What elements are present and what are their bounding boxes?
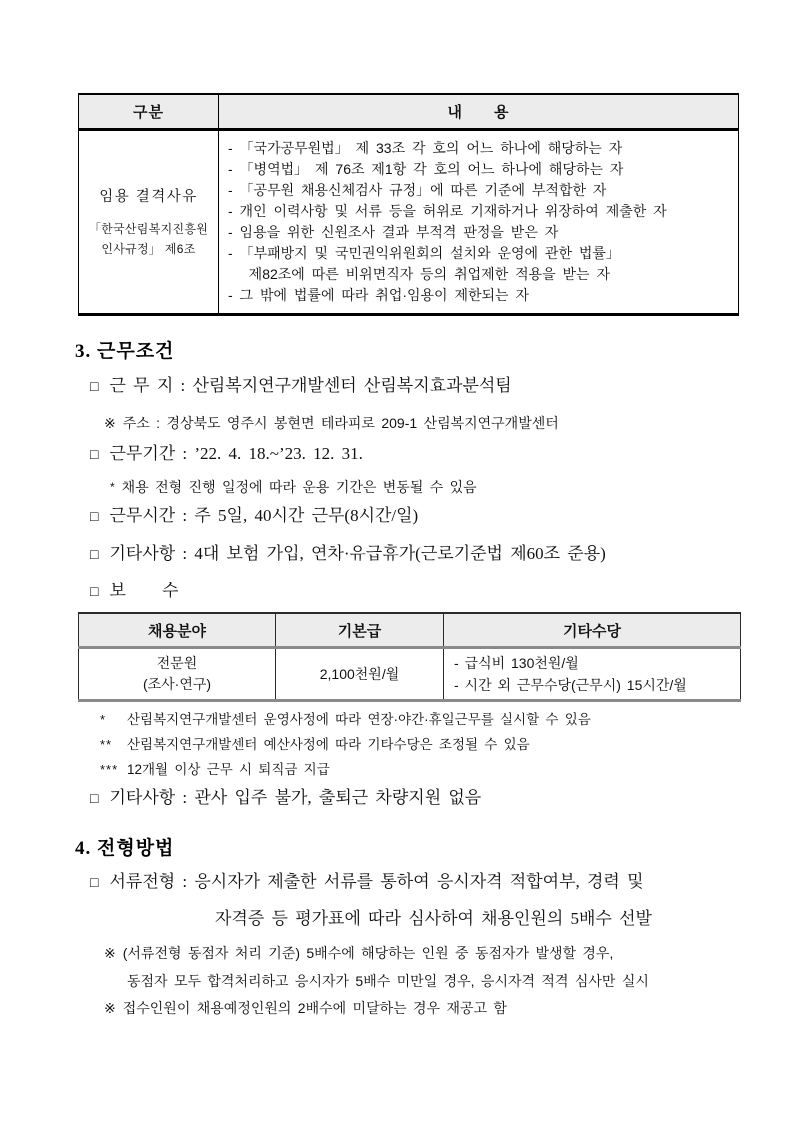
document-screening-text2: 자격증 등 평가표에 따라 심사하여 채용인원의 5배수 선발 xyxy=(215,909,652,928)
reference-mark-icon: ※ xyxy=(104,945,116,961)
checkbox-icon: □ xyxy=(90,446,99,462)
footnote xyxy=(100,760,591,785)
disqualification-item-continuation: 제82조에 따른 비위면직자 등의 취업제한 적용을 받는 자 xyxy=(228,266,610,282)
other-conditions-line xyxy=(90,787,481,809)
tiebreak-note-line1 xyxy=(104,943,613,963)
pay-text: 보 수 xyxy=(109,581,179,600)
other-conditions-text: 기타사항 : 관사 입주 불가, 출퇴근 차량지원 없음 xyxy=(109,788,482,807)
field-line1: 전문원 xyxy=(156,655,198,671)
t2-header-basepay: 기본급 xyxy=(276,613,444,648)
document-screening-line1 xyxy=(90,871,644,893)
workplace-text: 근 무 지 : 산림복지연구개발센터 산림복지효과분석팀 xyxy=(109,376,512,395)
period-note xyxy=(110,477,477,497)
asterisk-mark-icon: * xyxy=(100,712,107,727)
footnote-text: 산림복지연구개발센터 예산사정에 따라 기타수당은 조정될 수 있음 xyxy=(127,737,530,752)
asterisk-mark-icon: ** xyxy=(100,737,113,752)
disqualification-item: - 임용을 위한 신원조사 결과 부적격 판정을 받은 자 xyxy=(228,224,559,240)
address-note xyxy=(104,413,559,433)
t1-category-cell xyxy=(79,130,219,315)
footnote-text: 12개월 이상 근무 시 퇴직금 지급 xyxy=(127,762,330,777)
field-line2: (조사·연구) xyxy=(142,676,212,692)
disqualification-item: - 「병역법」 제 76조 제1항 각 호의 어느 하나에 해당하는 자 xyxy=(228,161,624,177)
table-header-row xyxy=(79,94,739,130)
t1-header-category: 구분 xyxy=(79,94,219,130)
checkbox-icon: □ xyxy=(90,508,99,524)
address-note-text: 주소 : 경상북도 영주시 봉현면 테라피로 209-1 산림복지연구개발센터 xyxy=(122,415,559,431)
checkbox-icon: □ xyxy=(90,546,99,562)
category-title: 임용 결격사유 xyxy=(99,188,198,205)
t1-content-cell xyxy=(219,130,739,315)
t2-header-allowance: 기타수당 xyxy=(444,613,741,648)
pay-line xyxy=(90,580,179,602)
asterisk-mark-icon: * xyxy=(110,480,115,494)
footnote xyxy=(100,710,591,735)
table-header-row xyxy=(79,613,741,648)
checkbox-icon: □ xyxy=(90,583,99,599)
period-note-text: 채용 전형 진행 일정에 따라 운용 기간은 변동될 수 있음 xyxy=(121,479,477,495)
tiebreak-note-text1: (서류전형 동점자 처리 기준) 5배수에 해당하는 인원 중 동점자가 발생할 경우, xyxy=(122,945,614,961)
work-period-text: 근무기간 : ’22. 4. 18.~’23. 12. 31. xyxy=(109,444,363,463)
workplace-line xyxy=(90,375,512,397)
section4-title: 4. 전형방법 xyxy=(75,838,175,859)
allowance-line1: - 급식비 130천원/월 xyxy=(454,655,579,671)
checkbox-icon: □ xyxy=(90,874,99,890)
disqualification-item: - 「국가공무원법」 제 33조 각 호의 어느 하나에 해당하는 자 xyxy=(228,140,623,156)
asterisk-mark-icon: *** xyxy=(100,762,119,777)
disqualification-item: - 「부패방지 및 국민권익위원회의 설치와 운영에 관한 법률」 xyxy=(228,245,620,261)
table-row xyxy=(79,648,741,701)
salary-table xyxy=(78,612,741,702)
reannouncement-note-text: 접수인원이 채용예정인원의 2배수에 미달하는 경우 재공고 함 xyxy=(122,1000,507,1016)
reannouncement-note xyxy=(104,998,507,1018)
document-screening-line2 xyxy=(215,908,652,930)
table-row xyxy=(79,130,739,315)
tiebreak-note-line2 xyxy=(127,971,649,991)
reference-mark-icon: ※ xyxy=(104,1000,116,1016)
t2-allowance-cell xyxy=(444,648,741,701)
footnote-text: 산림복지연구개발센터 운영사정에 따라 연장·야간·휴일근무를 실시할 수 있음 xyxy=(127,712,591,727)
tiebreak-note-text2: 동점자 모두 합격처리하고 응시자가 5배수 미만일 경우, 응시자격 적격 심사만 실시 xyxy=(127,973,649,989)
category-subtitle-line2: 인사규정」 제6조 xyxy=(101,242,196,256)
disqualification-item: - 「공무원 채용신체검사 규정」에 따른 기준에 부적합한 자 xyxy=(228,182,607,198)
t1-header-content: 내 용 xyxy=(219,94,739,130)
footnote xyxy=(100,735,591,760)
t2-field-cell xyxy=(79,648,276,701)
disqualification-table xyxy=(78,93,739,316)
category-subtitle-line1: 「한국산림복지진흥원 xyxy=(88,221,209,236)
work-hours-line xyxy=(90,505,418,527)
benefits-text: 기타사항 : 4대 보험 가입, 연차·유급휴가(근로기준법 제60조 준용) xyxy=(109,544,606,563)
allowance-line2: - 시간 외 근무수당(근무시) 15시간/월 xyxy=(454,677,687,693)
reference-mark-icon: ※ xyxy=(104,415,116,431)
checkbox-icon: □ xyxy=(90,378,99,394)
section3-title: 3. 근무조건 xyxy=(75,341,175,362)
benefits-line xyxy=(90,543,606,565)
t2-header-field: 채용분야 xyxy=(79,613,276,648)
disqualification-item: - 그 밖에 법률에 따라 취업·임용이 제한되는 자 xyxy=(228,287,529,303)
disqualification-item: - 개인 이력사항 및 서류 등을 허위로 기재하거나 위장하여 제출한 자 xyxy=(228,203,667,219)
work-period-line xyxy=(90,443,363,465)
document-screening-text1: 서류전형 : 응시자가 제출한 서류를 통하여 응시자격 적합여부, 경력 및 xyxy=(109,872,644,891)
work-hours-text: 근무시간 : 주 5일, 40시간 근무(8시간/일) xyxy=(109,506,419,525)
t2-basepay-cell: 2,100천원/월 xyxy=(276,648,444,701)
salary-footnotes xyxy=(100,710,591,785)
checkbox-icon: □ xyxy=(90,790,99,806)
